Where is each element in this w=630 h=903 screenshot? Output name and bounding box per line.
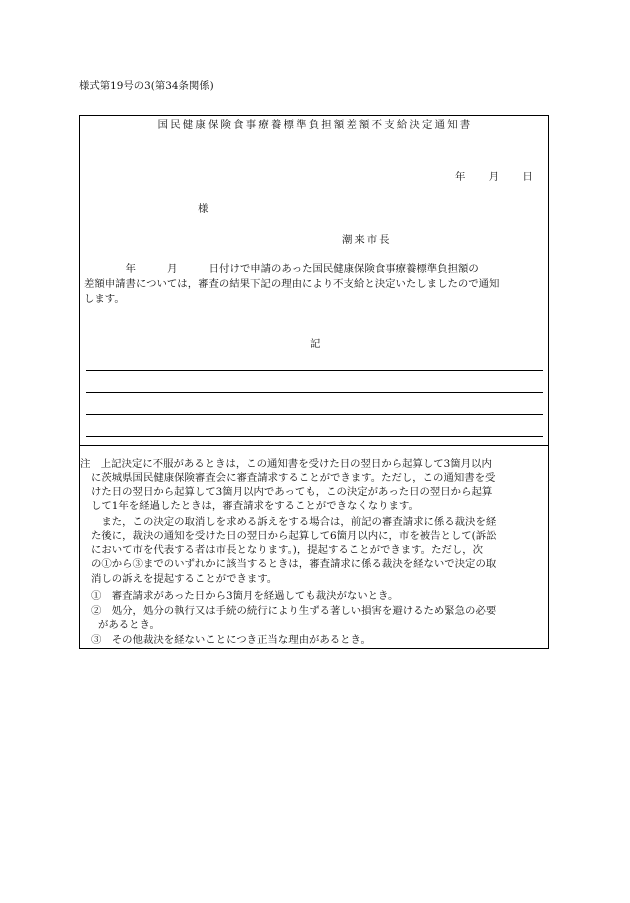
- note-line: た後に，裁決の通知を受けた日の翌日から起算して6箇月以内に，市を被告として(訴訟: [91, 530, 497, 542]
- date-text: 年 月 日: [455, 171, 533, 183]
- note-line: 消しの訴えを提起することができます。: [91, 573, 278, 585]
- body-line: 年 月 日付けで申請のあった国民健康保険食事療養標準負担額の: [84, 263, 479, 275]
- note-item-2-cont: があるとき。: [98, 619, 160, 631]
- ki-heading: 記: [310, 338, 321, 350]
- note-line: に茨城県国民健康保険審査会に審査請求することができます。ただし，この通知書を受: [91, 472, 496, 484]
- reason-line: [86, 436, 543, 437]
- note-line: の①から③までのいずれかに該当するときは，審査請求に係る裁決を経ないで決定の取: [91, 558, 497, 570]
- note-line: において市を代表する者は市長となります。)，提起することができます。ただし，次: [91, 544, 484, 556]
- body-line: します。: [84, 293, 125, 305]
- form-number-label: 様式第19号の3(第34条関係): [79, 80, 214, 92]
- reason-line: [86, 392, 543, 393]
- body-line: 差額申請書については，審査の結果下記の理由により不支給と決定いたしましたので通知: [84, 278, 500, 290]
- date-line: [455, 171, 533, 184]
- note-line: 注 上記決定に不服があるときは，この通知書を受けた日の翌日から起算して3箇月以内: [80, 458, 492, 470]
- note-line: けた日の翌日から起算して3箇月以内であっても，この決定があった日の翌日から起算: [91, 486, 493, 498]
- note-item-3: ③ その他裁決を経ないことにつき正当な理由があるとき。: [91, 634, 371, 646]
- addressee-honorific: 様: [198, 203, 209, 215]
- notes-divider: [79, 445, 549, 446]
- reason-line: [86, 414, 543, 415]
- note-item-1: ① 審査請求があった日から3箇月を経過しても裁決がないとき。: [91, 590, 399, 602]
- document-title: 国民健康保険食事療養標準負担額差額不支給決定通知書: [157, 119, 473, 131]
- reason-line: [86, 370, 543, 371]
- note-line: また，この決定の取消しを求める訴えをする場合は，前記の審査請求に係る裁決を経: [91, 516, 497, 528]
- note-item-2: ② 処分，処分の執行又は手続の続行により生ずる著しい損害を避けるため緊急の必要: [91, 605, 497, 617]
- note-line: して1年を経過したときは，審査請求をすることができなくなります。: [91, 500, 419, 512]
- issuer-mayor: 潮来市長: [342, 234, 392, 246]
